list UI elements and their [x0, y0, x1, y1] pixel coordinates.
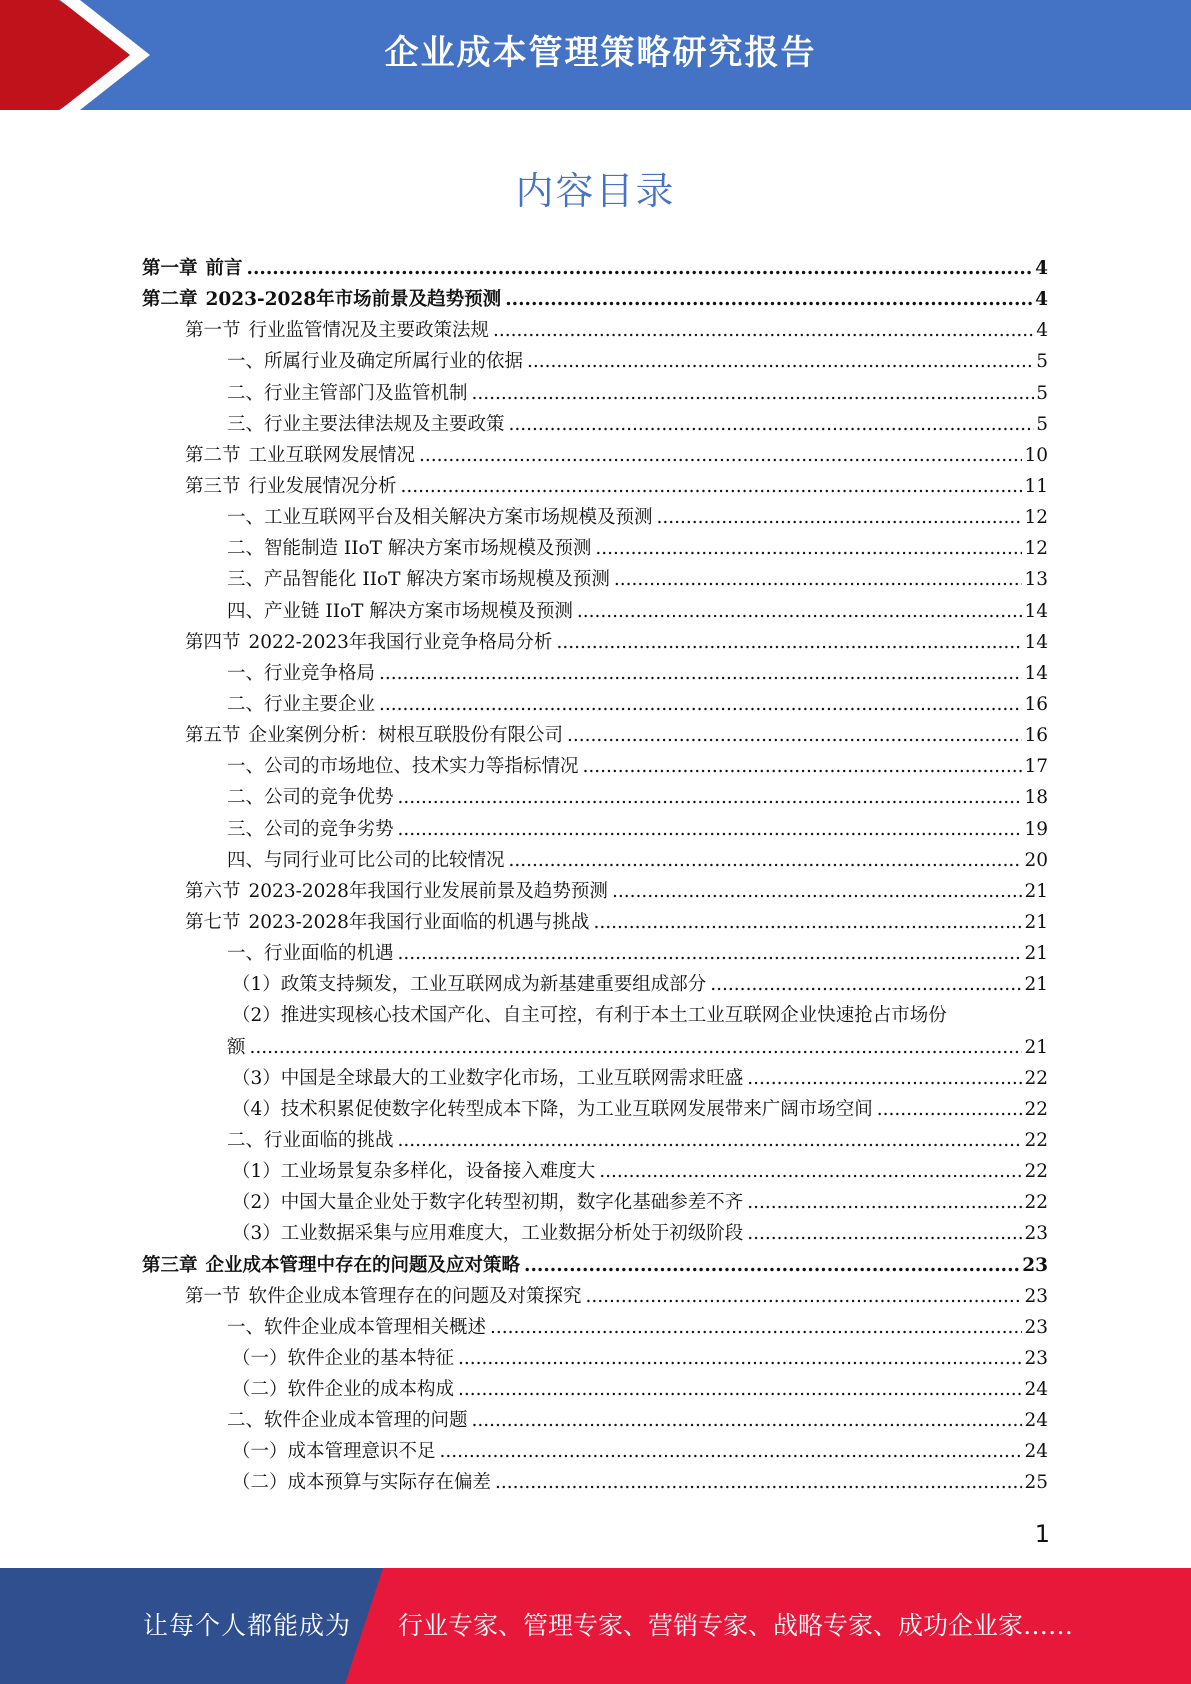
toc-entry-title: 2023-2028年我国行业面临的机遇与挑战 [248, 911, 590, 933]
toc-entry-page: 21 [1024, 974, 1048, 996]
toc-entry[interactable] [142, 379, 1048, 410]
toc-entry[interactable] [142, 472, 1048, 503]
toc-entry-title: 二、智能制造 IIoT 解决方案市场规模及预测 [227, 538, 592, 560]
toc-entry-title: （3）中国是全球最大的工业数字化市场，工业互联网需求旺盛 [232, 1067, 744, 1089]
toc-entry-title: 一、软件企业成本管理相关概述 [227, 1316, 487, 1338]
toc-dot-leader [379, 694, 1022, 715]
toc-entry-page: 24 [1024, 1441, 1048, 1463]
toc-entry[interactable] [142, 503, 1048, 534]
toc-entry[interactable] [142, 690, 1048, 721]
toc-dot-leader [472, 383, 1035, 404]
toc-entry-page: 12 [1024, 507, 1048, 529]
toc-entry-page: 25 [1024, 1472, 1048, 1494]
toc-entry[interactable] [142, 1126, 1048, 1157]
toc-entry-title: （一）成本管理意识不足 [232, 1441, 436, 1463]
toc-entry[interactable] [142, 1468, 1048, 1499]
toc-entry[interactable] [142, 1437, 1048, 1468]
toc-entry[interactable] [142, 1001, 1048, 1032]
footer-banner [0, 1568, 1191, 1684]
toc-entry[interactable] [142, 659, 1048, 690]
toc-entry-page: 13 [1024, 569, 1048, 591]
toc-entry-page: 22 [1024, 1161, 1048, 1183]
toc-dot-leader [250, 1037, 1023, 1058]
toc-entry[interactable] [142, 628, 1048, 659]
toc-entry-page: 23 [1024, 1316, 1048, 1338]
toc-entry-page: 10 [1024, 444, 1048, 466]
table-of-contents [142, 254, 1048, 1500]
toc-entry[interactable] [142, 1313, 1048, 1344]
toc-entry-number: 第五节 [185, 725, 241, 747]
toc-entry-page: 24 [1024, 1379, 1048, 1401]
toc-entry-page: 21 [1024, 943, 1048, 965]
toc-entry[interactable] [142, 939, 1048, 970]
toc-entry-title: （二）软件企业的成本构成 [232, 1379, 455, 1401]
toc-dot-leader [495, 1472, 1022, 1493]
toc-entry-page: 14 [1024, 631, 1048, 653]
toc-entry-page: 5 [1036, 351, 1048, 373]
toc-entry[interactable] [142, 815, 1048, 846]
toc-entry-page: 21 [1024, 1036, 1048, 1058]
document-title: 企业成本管理策略研究报告 [384, 33, 817, 73]
toc-entry[interactable] [142, 721, 1048, 752]
toc-entry-page: 14 [1024, 600, 1048, 622]
toc-entry-page: 22 [1024, 1067, 1048, 1089]
toc-dot-leader [577, 601, 1023, 622]
toc-entry-page: 22 [1024, 1129, 1048, 1151]
toc-entry-title: 二、公司的竞争优势 [227, 787, 394, 809]
toc-dot-leader [612, 881, 1023, 902]
toc-entry-page: 20 [1024, 849, 1048, 871]
toc-entry-title: 一、行业竞争格局 [227, 662, 376, 684]
toc-entry-page: 21 [1024, 911, 1048, 933]
toc-entry-title: （3）工业数据采集与应用难度大，工业数据分析处于初级阶段 [232, 1223, 744, 1245]
toc-dot-leader [877, 1099, 1023, 1120]
toc-entry[interactable] [142, 908, 1048, 939]
toc-dot-leader [593, 912, 1022, 933]
toc-entry[interactable] [142, 347, 1048, 378]
toc-entry[interactable] [142, 441, 1048, 472]
toc-entry-title: 三、公司的竞争劣势 [227, 818, 394, 840]
toc-entry-title: 四、产业链 IIoT 解决方案市场规模及预测 [227, 600, 573, 622]
toc-dot-leader [509, 414, 1035, 435]
toc-dot-leader [524, 1255, 1020, 1276]
toc-entry-title: 二、软件企业成本管理的问题 [227, 1410, 468, 1432]
toc-entry-title: 四、与同行业可比公司的比较情况 [227, 849, 505, 871]
toc-entry-page: 18 [1024, 787, 1048, 809]
toc-entry[interactable] [142, 1282, 1048, 1313]
toc-entry-title: （1）政策支持频发，工业互联网成为新基建重要组成部分 [232, 974, 707, 996]
toc-dot-leader [490, 1317, 1022, 1338]
toc-entry-number: 第二节 [185, 444, 241, 466]
toc-entry-page: 17 [1024, 756, 1048, 778]
toc-entry[interactable] [142, 1064, 1048, 1095]
toc-entry[interactable] [142, 1188, 1048, 1219]
toc-entry[interactable] [142, 970, 1048, 1001]
toc-entry[interactable] [142, 1157, 1048, 1188]
toc-dot-leader [583, 756, 1023, 777]
toc-entry-page: 12 [1024, 538, 1048, 560]
toc-entry[interactable] [142, 783, 1048, 814]
toc-entry-title: 一、行业面临的机遇 [227, 943, 394, 965]
toc-entry-title: 前言 [205, 258, 243, 279]
toc-entry-title: 二、行业主要企业 [227, 693, 376, 715]
toc-entry[interactable] [142, 254, 1048, 285]
toc-entry-page: 16 [1024, 725, 1048, 747]
toc-dot-leader [458, 1348, 1022, 1369]
toc-entry-page: 24 [1024, 1410, 1048, 1432]
toc-entry-page: 23 [1024, 1285, 1048, 1307]
toc-entry-number: 第三节 [185, 475, 241, 497]
toc-entry[interactable] [142, 410, 1048, 441]
toc-dot-leader [567, 725, 1022, 746]
toc-entry-number: 第三章 [142, 1254, 198, 1276]
toc-entry-title: （4）技术积累促使数字化转型成本下降，为工业互联网发展带来广阔市场空间 [232, 1098, 873, 1120]
toc-entry[interactable] [142, 1375, 1048, 1406]
toc-entry-title: 额 [227, 1036, 246, 1058]
toc-dot-leader [458, 1379, 1022, 1400]
toc-dot-leader [419, 445, 1022, 466]
footer-slogan-left: 让每个人都能成为 [143, 1611, 352, 1640]
toc-entry-page: 5 [1036, 413, 1048, 435]
toc-entry-page: 21 [1024, 880, 1048, 902]
toc-dot-leader [747, 1223, 1022, 1244]
toc-entry-title: 三、行业主要法律法规及主要政策 [227, 413, 505, 435]
toc-entry-number: 第四节 [185, 631, 241, 653]
toc-entry-number: 第一节 [185, 1285, 241, 1307]
toc-entry-title: （一）软件企业的基本特征 [232, 1347, 455, 1369]
toc-entry-title: 一、所属行业及确定所属行业的依据 [227, 351, 524, 373]
toc-entry[interactable] [142, 316, 1048, 347]
toc-dot-leader [398, 787, 1023, 808]
toc-dot-leader [493, 320, 1034, 341]
footer-slogan-right: 行业专家、管理专家、营销专家、战略专家、成功企业家…… [398, 1611, 1074, 1640]
toc-entry[interactable] [142, 752, 1048, 783]
toc-entry[interactable] [142, 1406, 1048, 1437]
toc-dot-leader [595, 538, 1022, 559]
toc-entry-page: 5 [1036, 382, 1048, 404]
toc-entry-page: 11 [1024, 475, 1048, 497]
toc-entry[interactable] [142, 877, 1048, 908]
toc-entry[interactable] [142, 285, 1048, 316]
toc-entry-page: 23 [1024, 1347, 1048, 1369]
toc-dot-leader [440, 1441, 1023, 1462]
toc-entry[interactable] [142, 534, 1048, 565]
toc-dot-leader [401, 476, 1023, 497]
toc-entry-page: 4 [1035, 258, 1048, 279]
toc-entry-page: 23 [1024, 1223, 1048, 1245]
toc-entry-page: 16 [1024, 693, 1048, 715]
toc-dot-leader [747, 1192, 1022, 1213]
toc-entry-page: 4 [1036, 320, 1048, 342]
toc-dot-leader [657, 507, 1023, 528]
toc-entry-title: 三、产品智能化 IIoT 解决方案市场规模及预测 [227, 569, 610, 591]
toc-entry[interactable] [142, 1095, 1048, 1126]
toc-entry-title: 2022-2023年我国行业竞争格局分析 [248, 631, 553, 653]
toc-heading: 内容目录 [515, 169, 676, 213]
toc-entry-title: 二、行业面临的挑战 [227, 1129, 394, 1151]
toc-dot-leader [614, 569, 1023, 590]
toc-entry-number: 第七节 [185, 911, 241, 933]
page-number: 1 [1034, 1520, 1050, 1548]
toc-dot-leader [398, 819, 1023, 840]
toc-entry-title: 行业发展情况分析 [248, 475, 397, 497]
toc-entry-page: 19 [1024, 818, 1048, 840]
toc-dot-leader [556, 632, 1022, 653]
toc-dot-leader [472, 1410, 1023, 1431]
toc-dot-leader [586, 1286, 1023, 1307]
toc-entry[interactable] [142, 1251, 1048, 1282]
toc-entry-number: 第六节 [185, 880, 241, 902]
toc-entry-title: 软件企业成本管理存在的问题及对策探究 [248, 1285, 582, 1307]
toc-entry-title: 行业监管情况及主要政策法规 [248, 320, 490, 342]
toc-dot-leader [379, 663, 1022, 684]
toc-dot-leader [247, 258, 1034, 279]
toc-entry[interactable] [142, 1344, 1048, 1375]
toc-entry-title: （2）推进实现核心技术国产化、自主可控，有利于本土工业互联网企业快速抢占市场份 [232, 1005, 947, 1027]
toc-entry-title: 一、工业互联网平台及相关解决方案市场规模及预测 [227, 507, 653, 529]
toc-entry-title: 工业互联网发展情况 [248, 444, 416, 466]
toc-entry-page: 22 [1024, 1098, 1048, 1120]
toc-entry-number: 第二章 [142, 289, 198, 311]
toc-entry-title: 2023-2028年我国行业发展前景及趋势预测 [248, 880, 608, 902]
toc-dot-leader [509, 850, 1023, 871]
toc-entry-page: 14 [1024, 662, 1048, 684]
toc-entry[interactable] [142, 565, 1048, 596]
toc-entry-title: （1）工业场景复杂多样化，设备接入难度大 [232, 1161, 596, 1183]
toc-entry[interactable] [142, 1219, 1048, 1250]
toc-entry-title: 二、行业主管部门及监管机制 [227, 382, 468, 404]
toc-dot-leader [747, 1068, 1022, 1089]
toc-entry-page: 23 [1022, 1254, 1048, 1276]
toc-dot-leader [505, 289, 1033, 310]
toc-entry-title: 企业案例分析：树根互联股份有限公司 [248, 725, 564, 747]
toc-entry-title: （二）成本预算与实际存在偏差 [232, 1472, 492, 1494]
toc-entry-title: 2023-2028年市场前景及趋势预测 [205, 289, 502, 311]
toc-dot-leader [599, 1161, 1022, 1182]
toc-dot-leader [398, 943, 1023, 964]
toc-entry-page: 4 [1035, 289, 1048, 311]
toc-entry[interactable] [142, 846, 1048, 877]
toc-entry-title: （2）中国大量企业处于数字化转型初期，数字化基础参差不齐 [232, 1192, 744, 1214]
toc-dot-leader [527, 351, 1034, 372]
toc-entry-title: 企业成本管理中存在的问题及应对策略 [205, 1254, 521, 1276]
toc-entry-page: 22 [1024, 1192, 1048, 1214]
toc-entry[interactable] [142, 597, 1048, 628]
toc-entry[interactable] [142, 1033, 1048, 1064]
header-banner [0, 0, 1191, 110]
toc-entry-number: 第一节 [185, 320, 241, 342]
toc-dot-leader [710, 974, 1022, 995]
toc-entry-title: 一、公司的市场地位、技术实力等指标情况 [227, 756, 579, 778]
toc-entry-number: 第一章 [142, 258, 198, 279]
toc-dot-leader [398, 1130, 1023, 1151]
